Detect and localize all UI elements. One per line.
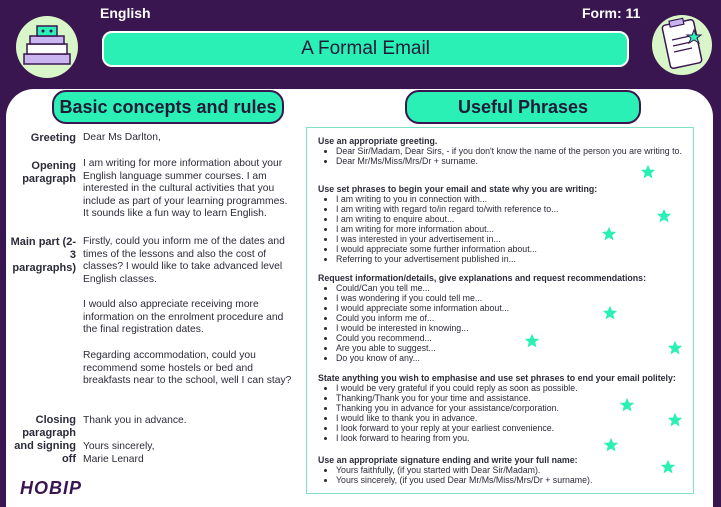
list-item: • I look forward to hearing from you. (336, 433, 688, 443)
list-item: • Could/Can you tell me... (336, 283, 688, 293)
list-item: • Do you know of any... (336, 353, 688, 363)
list-item: • I look forward to your reply at your earliest convenience. (336, 423, 688, 433)
phrase-section-request (318, 273, 688, 363)
section-heading: Request information/details, give explanations and request recommendations: (318, 273, 646, 283)
list-item: • Could you recommend... (336, 333, 688, 343)
star-icon (660, 459, 676, 475)
section-heading: Use an appropriate signature ending and write your full name: (318, 455, 578, 465)
opening-label: Opening paragraph (22, 160, 76, 185)
closing-label: Closing paragraph and signing off (14, 414, 76, 465)
main-text-2: I would also appreciate receiving more information on the enrolment procedure and the final registration dates. (83, 299, 284, 335)
star-icon (640, 164, 656, 180)
list-item: • I am writing to enquire about... (336, 214, 688, 224)
list-item: • Dear Mr/Ms/Miss/Mrs/Dr + surname. (336, 156, 688, 166)
clipboard-illustration-icon (650, 12, 714, 78)
list-item: • I would like to thank you in advance. (336, 413, 688, 423)
list-item: • Dear Sir/Madam, Dear Sirs, - if you don't know the name of the person you are writing to. (336, 146, 688, 156)
list-item: • Thanking you in advance for your assistance/corporation. (336, 403, 688, 413)
star-icon (667, 412, 683, 428)
page-title: A Formal Email (102, 31, 629, 67)
main-text-1: Firstly, could you inform me of the dates and times of the lessons and also the cost of classes? I would like to take advanced level English classes. (83, 236, 285, 285)
logo: HOBIP (20, 478, 83, 498)
closing-text-2: Yours sincerely, (83, 441, 155, 452)
phrase-section-signature (318, 455, 688, 485)
list-item: • Yours faithfully, (if you started with Dear Sir/Madam). (336, 465, 688, 475)
list-item: • I would appreciate some further information about... (336, 244, 688, 254)
list-item: • I was wondering if you could tell me... (336, 293, 688, 303)
closing-text-3: Marie Lenard (83, 454, 144, 465)
list-item: • I am writing for more information about... (336, 224, 688, 234)
star-icon (667, 340, 683, 356)
star-icon (603, 437, 619, 453)
basic-concepts-heading: Basic concepts and rules (52, 90, 284, 124)
closing-text-1: Thank you in advance. (83, 415, 187, 426)
list-item: • I would be interested in knowing... (336, 323, 688, 333)
star-icon (602, 305, 618, 321)
form-label: Form: 11 (582, 5, 641, 21)
section-heading: Use set phrases to begin your email and state why you are writing: (318, 184, 598, 194)
subject-label: English (100, 5, 151, 21)
star-icon (601, 226, 617, 242)
books-illustration-icon (12, 14, 82, 80)
list-item: • Thanking/Thank you for your time and assistance. (336, 393, 688, 403)
useful-phrases-heading: Useful Phrases (405, 90, 641, 124)
list-item: • I would be very grateful if you could reply as soon as possible. (336, 383, 688, 393)
star-icon (619, 397, 635, 413)
opening-text: I am writing for more information about your English language summer courses. I am interested in the cultural activities that you include as part of your learning programmes. It sounds like a fun way to learn English. (83, 158, 288, 219)
star-icon (524, 333, 540, 349)
greeting-label: Greeting (30, 132, 76, 144)
section-heading: State anything you wish to emphasise and use set phrases to end your email politely: (318, 373, 676, 383)
list-item: • I was interested in your advertisement in... (336, 234, 688, 244)
list-item: • Yours sincerely, (if you used Dear Mr/Ms/Miss/Mrs/Dr + surname). (336, 475, 688, 485)
list-item: • I am writing to you in connection with... (336, 194, 688, 204)
list-item: • I am writing with regard to/in regard to/with reference to... (336, 204, 688, 214)
greeting-text: Dear Ms Darlton, (83, 132, 161, 143)
star-icon (656, 208, 672, 224)
phrase-section-greeting (318, 136, 688, 166)
main-text-3: Regarding accommodation, could you recommend some hostels or bed and breakfasts near to the school, well I can stay? (83, 350, 292, 386)
list-item: • Referring to your advertisement published in... (336, 254, 688, 264)
phrase-section-begin (318, 184, 688, 264)
main-part-label: Main part (2-3 paragraphs) (10, 236, 76, 274)
list-item: • Could you inform me of... (336, 313, 688, 323)
list-item: • I would appreciate some information about... (336, 303, 688, 313)
section-heading: Use an appropriate greeting. (318, 136, 438, 146)
list-item: • Are you able to suggest... (336, 343, 688, 353)
